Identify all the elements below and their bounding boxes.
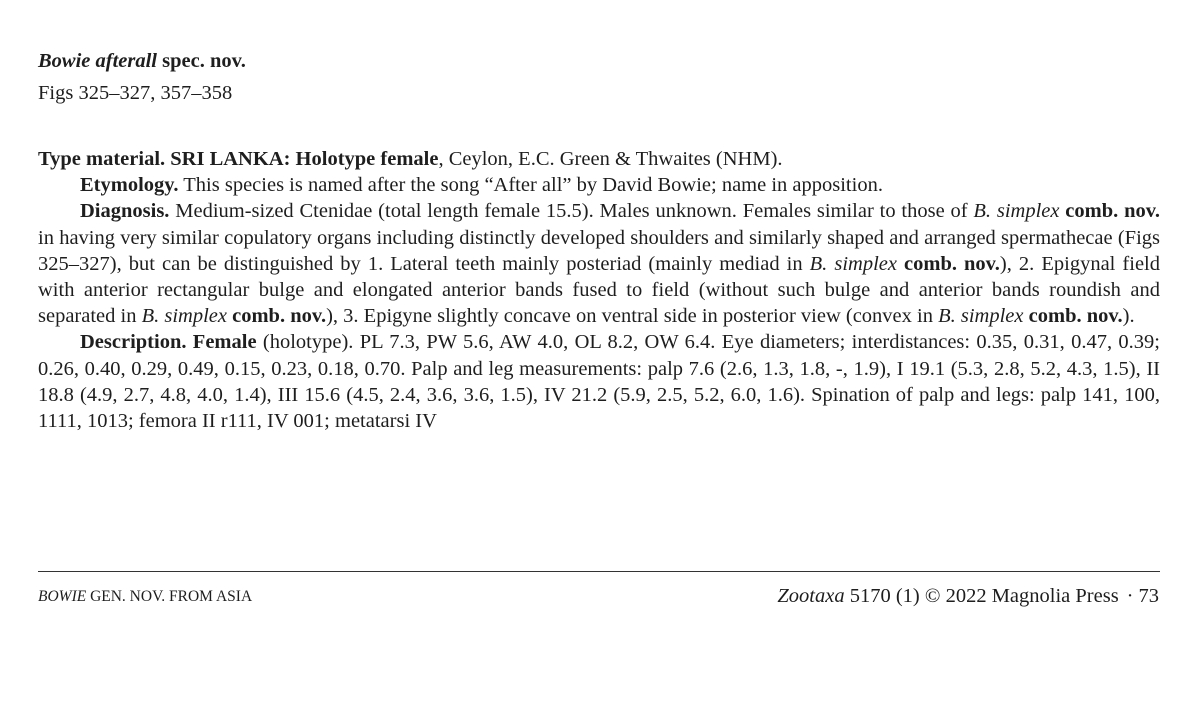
species-reference: B. simplex: [809, 252, 897, 275]
comb-nov-label: comb. nov.: [1023, 305, 1123, 328]
species-heading: [38, 49, 246, 73]
diagnosis-label: Diagnosis.: [80, 200, 170, 223]
species-name: Bowie afterall: [38, 50, 158, 72]
type-material-label: Type material. SRI LANKA: Holotype female: [38, 148, 439, 170]
running-head: [38, 587, 252, 607]
citation-text: 5170 (1) © 2022 Magnolia Press: [844, 585, 1119, 607]
etymology-paragraph: [38, 172, 1160, 198]
figure-references: Figs 325–327, 357–358: [38, 82, 233, 104]
diagnosis-text: in having very similar copulatory organs including distinctly developed shoulders and similarly shaped and arranged spermathecae (Figs 325–327), but can be distinguished by 1. Lateral teeth mainly posteriad (mainly mediad in: [38, 226, 1160, 275]
diagnosis-paragraph: [38, 198, 1160, 329]
etymology-text: This species is named after the song “After all” by David Bowie; name in apposition.: [178, 174, 883, 197]
description-paragraph: [38, 329, 1160, 434]
species-reference: B. simplex: [141, 305, 227, 328]
species-account: [38, 146, 1160, 434]
page-number: 73: [1138, 585, 1159, 607]
journal-name: Zootaxa: [777, 585, 845, 607]
species-reference: B. simplex: [973, 200, 1060, 223]
footer-divider: [38, 571, 1160, 572]
description-text: (holotype). PL 7.3, PW 5.6, AW 4.0, OL 8.2, OW 6.4. Eye diameters; interdistances: 0.35, 0.31, 0.47, 0.39; 0.26, 0.40, 0.29, 0.49, 0.15, 0.23, 0.18, 0.70. Palp and leg measurements: palp 7.6 (2.6, 1.3, 1.8, -, 1.9), I 19.1 (5.3, 2.8, 5.2, 4.3, 1.5), II 18.8 (4.9, 2.7, 4.8, 4.0, 1.4), III 15.6 (4.5, 2.4, 3.6, 3.6, 1.5), IV 21.2 (5.9, 2.5, 5.2, 6.0, 1.6). Spination of palp and legs: palp 141, 100, 1111, 1013; femora II r111, IV 001; metatarsi IV: [38, 331, 1161, 433]
running-head-text: GEN. NOV. FROM ASIA: [86, 588, 253, 605]
etymology-label: Etymology.: [80, 174, 179, 197]
running-head-genus: BOWIE: [38, 588, 87, 605]
comb-nov-label: comb. nov.: [896, 252, 1000, 275]
diagnosis-text: Medium-sized Ctenidae (total length female 15.5). Males unknown. Females similar to those of: [169, 200, 974, 223]
diagnosis-text: ), 3. Epigyne slightly concave on ventral side in posterior view (convex in: [326, 305, 939, 328]
separator-dot: ·: [1126, 585, 1134, 607]
journal-citation: [777, 584, 1159, 608]
diagnosis-text: ).: [1122, 305, 1135, 328]
type-material-paragraph: [38, 146, 1160, 172]
diagnosis-text: ), 2. Epigynal field with anterior rectangular bulge and elongated anterior bands fused to field (without such bulge and anterior bands roundish and separated in: [38, 252, 1160, 328]
comb-nov-label: comb. nov.: [227, 305, 327, 328]
comb-nov-label: comb. nov.: [1059, 200, 1160, 223]
species-status: spec. nov.: [162, 50, 246, 72]
type-material-text: , Ceylon, E.C. Green & Thwaites (NHM).: [438, 148, 783, 170]
description-label: Description. Female: [80, 331, 257, 354]
species-reference: B. simplex: [938, 305, 1024, 328]
